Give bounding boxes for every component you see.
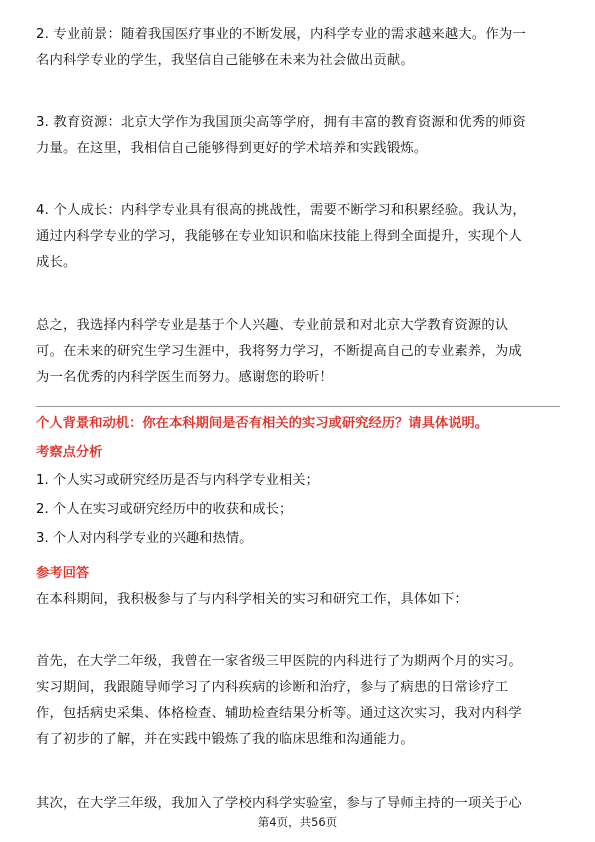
- text-line: 其次，在大学三年级，我加入了学校内科学实验室，参与了导师主持的一项关于心: [36, 796, 522, 811]
- text-line: 力量。在这里，我相信自己能够得到更好的学术培养和实践锻炼。: [36, 141, 428, 156]
- analysis-item: 1. 个人实习或研究经历是否与内科学专业相关；: [36, 473, 319, 488]
- paragraph-conclusion: [36, 313, 562, 391]
- text-line: 2. 专业前景：随着我国医疗事业的不断发展，内科学专业的需求越来越大。作为一: [36, 27, 526, 42]
- section-divider: [36, 406, 560, 407]
- text-line: 有了初步的了解，并在实践中锻炼了我的临床思维和沟通能力。: [36, 732, 414, 747]
- analysis-item: 2. 个人在实习或研究经历中的收获和成长；: [36, 502, 293, 517]
- analysis-item: 3. 个人对内科学专业的兴趣和热情。: [36, 531, 253, 546]
- paragraph-career-prospects: [36, 22, 562, 74]
- text-line: 在本科期间，我积极参与了与内科学相关的实习和研究工作，具体如下：: [36, 592, 468, 607]
- paragraph-personal-growth: [36, 198, 562, 276]
- answer-heading: 参考回答: [36, 566, 90, 581]
- analysis-heading: 考察点分析: [36, 445, 103, 460]
- answer-paragraph-first: [36, 649, 562, 753]
- text-line: 作，包括病史采集、体格检查、辅助检查结果分析等。通过这次实习，我对内科学: [36, 706, 522, 721]
- text-line: 名内科学专业的学生，我坚信自己能够在未来为社会做出贡献。: [36, 53, 414, 68]
- text-line: 成长。: [36, 255, 77, 270]
- text-line: 首先，在大学二年级，我曾在一家省级三甲医院的内科进行了为期两个月的实习。: [36, 654, 522, 669]
- text-line: 通过内科学专业的学习，我能够在专业知识和临床技能上得到全面提升，实现个人: [36, 229, 522, 244]
- answer-intro: [36, 587, 562, 613]
- text-line: 3. 教育资源：北京大学作为我国顶尖高等学府，拥有丰富的教育资源和优秀的师资: [36, 115, 526, 130]
- text-line: 总之，我选择内科学专业是基于个人兴趣、专业前景和对北京大学教育资源的认: [36, 318, 509, 333]
- text-line: 4. 个人成长：内科学专业具有很高的挑战性，需要不断学习和积累经验。我认为，: [36, 203, 526, 218]
- interview-question: 个人背景和动机：你在本科期间是否有相关的实习或研究经历？请具体说明。: [36, 416, 489, 431]
- page-number: 第4页，共56页: [257, 815, 338, 829]
- text-line: 实习期间，我跟随导师学习了内科疾病的诊断和治疗，参与了病患的日常诊疗工: [36, 680, 509, 695]
- text-line: 可。在未来的研究生学习生涯中，我将努力学习，不断提高自己的专业素养，为成: [36, 344, 522, 359]
- paragraph-education-resources: [36, 110, 562, 162]
- text-line: 为一名优秀的内科学医生而努力。感谢您的聆听！: [36, 370, 333, 385]
